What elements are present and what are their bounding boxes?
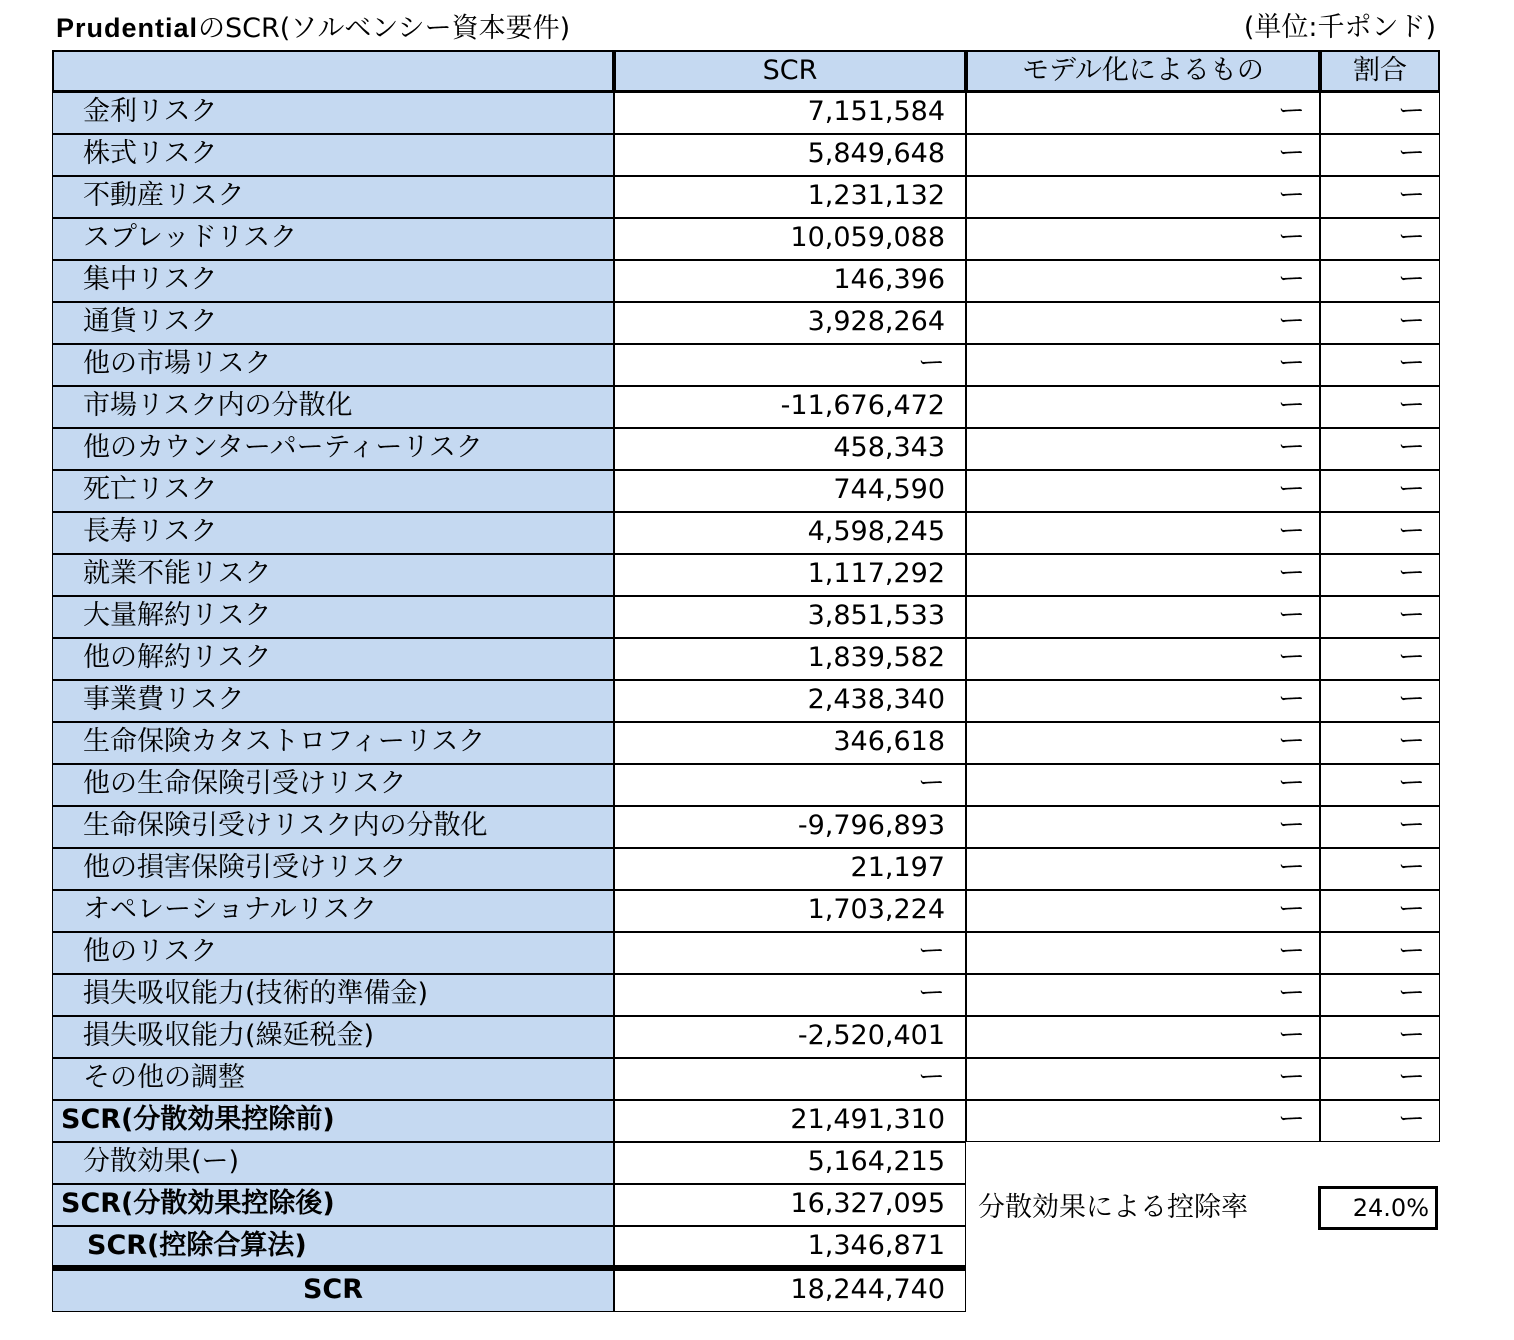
row-label: 集中リスク (52, 260, 614, 302)
row-scr-value: -2,520,401 (614, 1016, 966, 1058)
header-model: モデル化によるもの (966, 50, 1320, 92)
row-label: 大量解約リスク (52, 596, 614, 638)
header-scr: SCR (614, 50, 966, 92)
row-model-value: ー (966, 806, 1320, 848)
row-ratio-value: ー (1320, 92, 1440, 134)
row-label: 他の市場リスク (52, 344, 614, 386)
row-ratio-value: ー (1320, 722, 1440, 764)
row-model-value: ー (966, 974, 1320, 1016)
row-model-value: ー (966, 554, 1320, 596)
row-ratio-value: ー (1320, 470, 1440, 512)
row-scr-value: 5,849,648 (614, 134, 966, 176)
row-model-value: ー (966, 1100, 1320, 1142)
summary-scr-value: 5,164,215 (614, 1142, 966, 1184)
row-model-value: ー (966, 428, 1320, 470)
row-model-value: ー (966, 386, 1320, 428)
row-ratio-value: ー (1320, 806, 1440, 848)
row-model-value: ー (966, 596, 1320, 638)
summary-scr-value: 16,327,095 (614, 1184, 966, 1226)
row-label: 事業費リスク (52, 680, 614, 722)
row-scr-value: 3,928,264 (614, 302, 966, 344)
row-scr-value: 1,703,224 (614, 890, 966, 932)
row-label: 金利リスク (52, 92, 614, 134)
row-ratio-value: ー (1320, 218, 1440, 260)
row-ratio-value: ー (1320, 890, 1440, 932)
row-label: 長寿リスク (52, 512, 614, 554)
row-scr-value: ー (614, 344, 966, 386)
row-model-value: ー (966, 932, 1320, 974)
summary-label: SCR(分散効果控除後) (52, 1184, 614, 1226)
row-ratio-value: ー (1320, 680, 1440, 722)
header-ratio: 割合 (1320, 50, 1440, 92)
row-model-value: ー (966, 92, 1320, 134)
row-label: 損失吸収能力(繰延税金) (52, 1016, 614, 1058)
row-model-value: ー (966, 134, 1320, 176)
row-scr-value: 21,491,310 (614, 1100, 966, 1142)
row-label: 死亡リスク (52, 470, 614, 512)
row-label: 損失吸収能力(技術的準備金) (52, 974, 614, 1016)
row-scr-value: 21,197 (614, 848, 966, 890)
summary-scr-value: 18,244,740 (614, 1268, 966, 1312)
row-label: 通貨リスク (52, 302, 614, 344)
row-scr-value: -11,676,472 (614, 386, 966, 428)
row-model-value: ー (966, 764, 1320, 806)
row-scr-value: 1,231,132 (614, 176, 966, 218)
row-scr-value: ー (614, 974, 966, 1016)
row-model-value: ー (966, 176, 1320, 218)
row-label: 他の生命保険引受けリスク (52, 764, 614, 806)
row-label: 株式リスク (52, 134, 614, 176)
deduction-rate-label: 分散効果による控除率 (978, 1192, 1248, 1223)
row-scr-value: 1,839,582 (614, 638, 966, 680)
row-label: 他の損害保険引受けリスク (52, 848, 614, 890)
row-ratio-value: ー (1320, 386, 1440, 428)
row-ratio-value: ー (1320, 428, 1440, 470)
row-scr-value: 7,151,584 (614, 92, 966, 134)
row-model-value: ー (966, 1016, 1320, 1058)
row-ratio-value: ー (1320, 344, 1440, 386)
row-ratio-value: ー (1320, 512, 1440, 554)
row-scr-value: 10,059,088 (614, 218, 966, 260)
row-scr-value: 3,851,533 (614, 596, 966, 638)
row-ratio-value: ー (1320, 260, 1440, 302)
row-scr-value: 2,438,340 (614, 680, 966, 722)
row-scr-value: -9,796,893 (614, 806, 966, 848)
summary-label: SCR(控除合算法) (52, 1226, 614, 1268)
row-ratio-value: ー (1320, 134, 1440, 176)
row-label: 就業不能リスク (52, 554, 614, 596)
row-ratio-value: ー (1320, 1016, 1440, 1058)
summary-label: SCR (52, 1268, 614, 1312)
page-title (56, 10, 570, 47)
row-model-value: ー (966, 1058, 1320, 1100)
row-model-value: ー (966, 218, 1320, 260)
row-ratio-value: ー (1320, 848, 1440, 890)
row-label: 不動産リスク (52, 176, 614, 218)
row-model-value: ー (966, 260, 1320, 302)
row-model-value: ー (966, 344, 1320, 386)
row-model-value: ー (966, 890, 1320, 932)
summary-scr-value: 1,346,871 (614, 1226, 966, 1268)
row-model-value: ー (966, 302, 1320, 344)
summary-label: 分散効果(ー) (52, 1142, 614, 1184)
unit-note: (単位:千ポンド) (1243, 12, 1436, 43)
row-label: スプレッドリスク (52, 218, 614, 260)
row-label: 市場リスク内の分散化 (52, 386, 614, 428)
row-scr-value: 146,396 (614, 260, 966, 302)
row-scr-value: ー (614, 932, 966, 974)
row-scr-value: 1,117,292 (614, 554, 966, 596)
header-label-cell (52, 50, 614, 92)
row-model-value: ー (966, 722, 1320, 764)
row-ratio-value: ー (1320, 974, 1440, 1016)
row-ratio-value: ー (1320, 176, 1440, 218)
row-model-value: ー (966, 638, 1320, 680)
row-label: 他の解約リスク (52, 638, 614, 680)
row-label: SCR(分散効果控除前) (52, 1100, 614, 1142)
row-ratio-value: ー (1320, 1058, 1440, 1100)
title-subject: のSCR(ソルベンシー資本要件) (198, 13, 571, 44)
row-label: 生命保険カタストロフィーリスク (52, 722, 614, 764)
row-model-value: ー (966, 848, 1320, 890)
row-scr-value: ー (614, 764, 966, 806)
row-ratio-value: ー (1320, 932, 1440, 974)
row-ratio-value: ー (1320, 554, 1440, 596)
row-ratio-value: ー (1320, 1100, 1440, 1142)
row-model-value: ー (966, 470, 1320, 512)
row-scr-value: 744,590 (614, 470, 966, 512)
row-scr-value: 4,598,245 (614, 512, 966, 554)
row-ratio-value: ー (1320, 596, 1440, 638)
row-label: 生命保険引受けリスク内の分散化 (52, 806, 614, 848)
row-ratio-value: ー (1320, 764, 1440, 806)
row-scr-value: 458,343 (614, 428, 966, 470)
row-ratio-value: ー (1320, 302, 1440, 344)
row-scr-value: ー (614, 1058, 966, 1100)
title-company: Prudential (56, 13, 199, 43)
row-label: オペレーショナルリスク (52, 890, 614, 932)
row-label: その他の調整 (52, 1058, 614, 1100)
row-model-value: ー (966, 680, 1320, 722)
row-label: 他のカウンターパーティーリスク (52, 428, 614, 470)
row-model-value: ー (966, 512, 1320, 554)
row-label: 他のリスク (52, 932, 614, 974)
row-ratio-value: ー (1320, 638, 1440, 680)
deduction-rate-value: 24.0% (1318, 1186, 1438, 1230)
row-scr-value: 346,618 (614, 722, 966, 764)
